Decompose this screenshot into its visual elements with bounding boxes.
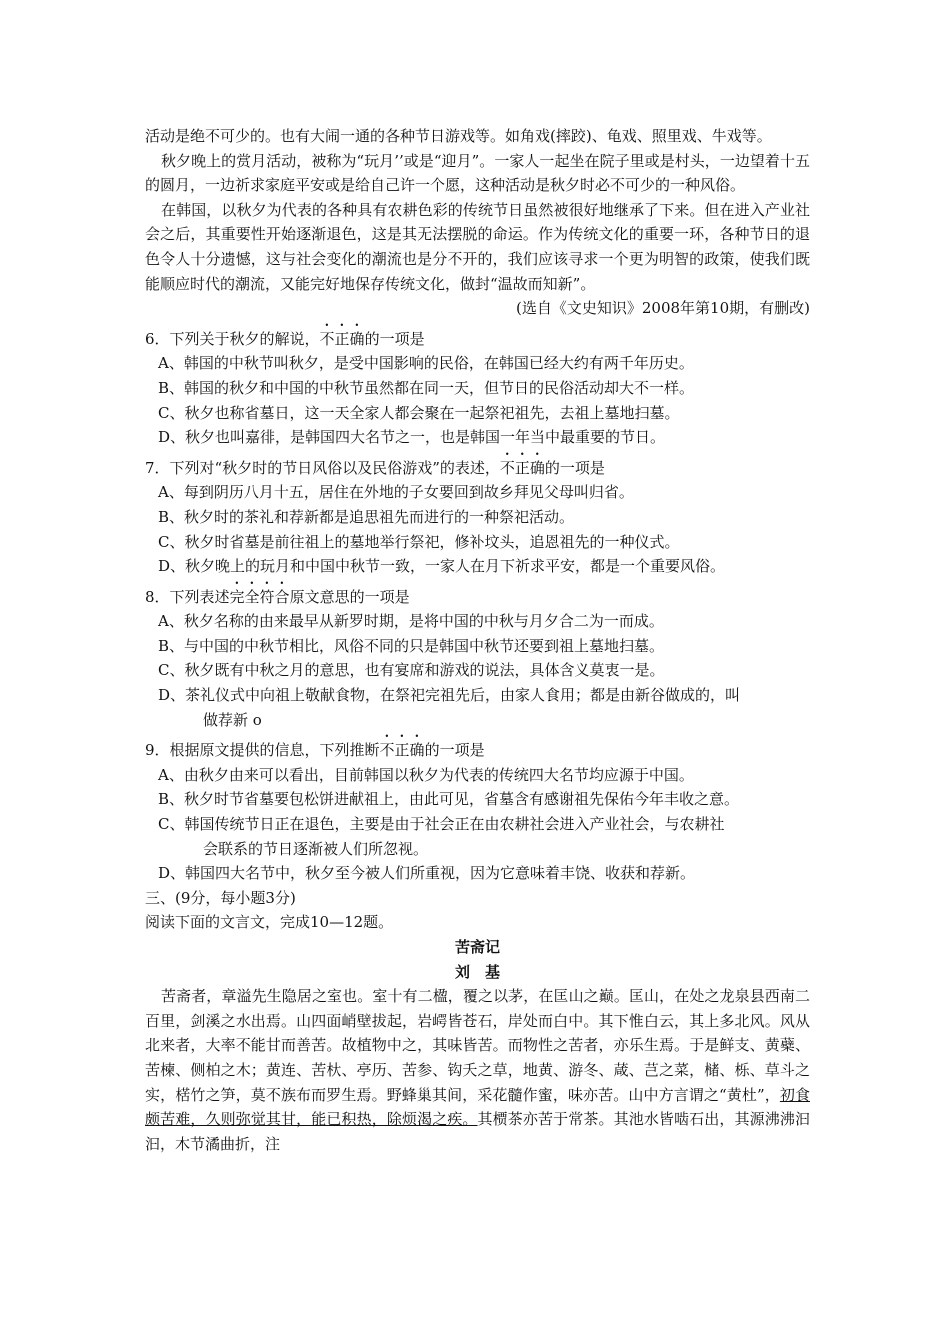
source-citation: (选自《文史知识》2008年第10期，有删改): [516, 299, 810, 318]
question-option: C、秋夕也称省墓日，这一天全家人都会聚在一起祭祀祖先，去祖上墓地扫墓。: [158, 403, 680, 422]
question-option: B、与中国的中秋节相比，风俗不同的只是韩国中秋节还要到祖上墓地扫墓。: [158, 636, 665, 655]
emphasis-text: 不正确: [319, 329, 365, 348]
question-stem: 7．下列对“秋夕时的节日风俗以及民俗游戏”的表述，不正确的一项是: [145, 458, 605, 477]
question-option-continuation: 做荐新 o: [203, 710, 262, 729]
question-stem: 9．根据原文提供的信息，下列推断不正确的一项是: [145, 741, 485, 760]
question-option: B、秋夕时节省墓要包松饼进献祖上，由此可见，省墓含有感谢祖先保佑今年丰收之意。: [158, 790, 740, 809]
question-option: B、韩国的秋夕和中国的中秋节虽然都在同一天，但节日的民俗活动却大不一样。: [158, 378, 695, 397]
question-option: D、茶礼仪式中向祖上敬献食物，在祭祀完祖先后，由家人食用；都是由新谷做成的，叫: [158, 686, 741, 705]
question-option: C、韩国传统节日正在退色，主要是由于社会正在由农耕社会进入产业社会，与农耕社: [158, 815, 725, 834]
passage-paragraph: 在韩国，以秋夕为代表的各种具有农耕色彩的传统节日虽然被很好地继承了下来。但在进入产业社会之后，其重要性开始逐渐退色，这是其无法摆脱的命运。作为传统文化的重要一环，各种节日的退色令人十分遗憾，这与社会变化的潮流也是分不开的，我们应该寻求一个更为明智的政策，使我们既能顺应时代的潮流，又能完好地保存传统文化，做封“温故而知新”。: [145, 200, 810, 293]
question-option: B、秋夕时的茶礼和荐新都是追思祖先而进行的一种祭祀活动。: [158, 507, 575, 526]
question-option: C、秋夕既有中秋之月的意思，也有宴席和游戏的说法，具体含义莫衷一是。: [158, 661, 665, 680]
question-option: D、秋夕晚上的玩月和中国中秋节一致，一家人在月下祈求平安，都是一个重要风俗。: [158, 557, 726, 576]
underlined-sentence: 初食颇苦难，久则弥觉其甘，能已积热，除烦渴之疾。: [145, 1085, 810, 1129]
question-option: C、秋夕时省墓是前往祖上的墓地举行祭祀，修补坟头，追恩祖先的一种仪式。: [158, 532, 680, 551]
question-option: A、秋夕名称的由来最早从新罗时期，是将中国的中秋与月夕合二为一而成。: [158, 612, 664, 631]
question-option-continuation: 会联系的节日逐渐被人们所忽视。: [203, 839, 429, 858]
classical-text-body: 苦斋者，章溢先生隐居之室也。室十有二楹，覆之以茅，在匡山之巅。匡山，在处之龙泉县西南二百里，剑溪之水出焉。山四面峭壁拔起，岩崿皆苍石，岸处而白中。其下惟白云，其上多北风。风从北来者，大率不能甘而善苦。故植物中之，其味皆苦。而物性之苦者，亦乐生焉。于是鲜支、黄蘗、苦楝、侧柏之木；黄连、苦杕、亭历、苦参、钩夭之草，地黄、游冬、葴、芑之菜，槠、栎、草斗之实，楛竹之笋，莫不族布而罗生焉。野蜂巢其间，采花髓作蜜，味亦苦。山中方言谓之“黄杜”，初食颇苦难，久则弥觉其甘，能已积热，除烦渴之疾。其槚茶亦苦于常茶。其池水皆啮石出，其源沸沸汩汩，木节潏曲折，注: [145, 987, 810, 1153]
passage-paragraph: 秋夕晚上的赏月活动，被称为“玩月’’或是“迎月”。一家人一起坐在院子里或是村头，一边望着十五的圆月，一边祈求家庭平安或是给自己许一个愿，这种活动是秋夕时必不可少的一种风俗。: [145, 151, 810, 195]
question-option: A、由秋夕由来可以看出，目前韩国以秋夕为代表的传统四大名节均应源于中国。: [158, 765, 694, 784]
emphasis-text: 不正确: [379, 741, 425, 760]
question-option: A、每到阴历八月十五，居住在外地的子女要回到故乡拜见父母叫归省。: [158, 483, 634, 502]
question-option: D、韩国四大名节中，秋夕至今被人们所重视，因为它意味着丰饶、收获和荐新。: [158, 864, 696, 883]
classical-text-title: 苦斋记: [454, 938, 500, 956]
document-page: [145, 124, 810, 1156]
section-instruction: 阅读下面的文言文，完成10—12题。: [145, 913, 394, 932]
question-option: A、韩国的中秋节叫秋夕，是受中国影响的民俗，在韩国已经大约有两千年历史。: [158, 354, 694, 373]
passage-paragraph: 活动是绝不可少的。也有大闹一通的各种节日游戏等。如角戏(摔跤)、龟戏、照里戏、牛戏等。: [145, 127, 772, 145]
question-stem: 6．下列关于秋夕的解说，不正确的一项是: [145, 329, 425, 348]
emphasis-text: 不正确: [499, 458, 545, 477]
section-heading: 三、(9分，每小题3分): [145, 888, 296, 907]
question-option: D、秋夕也叫嘉徘，是韩国四大名节之一，也是韩国一年当中最重要的节日。: [158, 428, 666, 447]
classical-text-author: 刘 基: [454, 962, 500, 981]
emphasis-text: 完全符合: [229, 587, 290, 606]
question-stem: 8．下列表述完全符合原文意思的一项是: [145, 587, 410, 606]
